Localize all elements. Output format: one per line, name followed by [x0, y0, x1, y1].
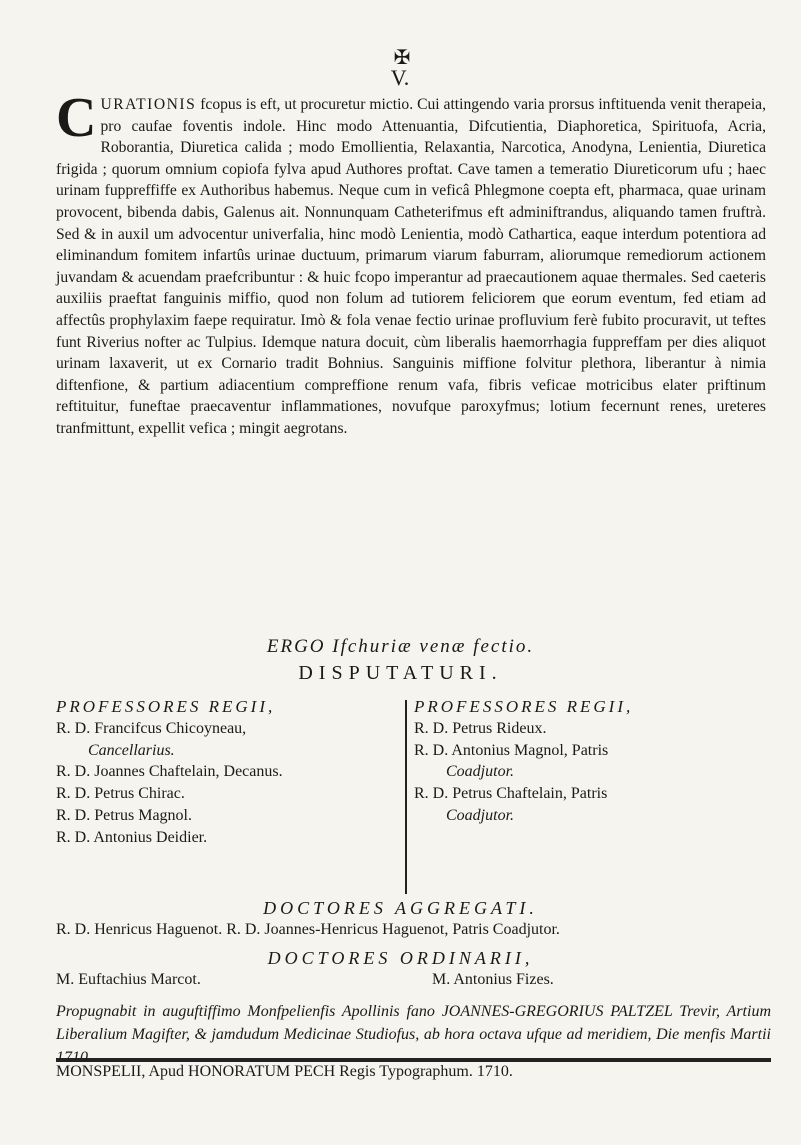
paragraph-text: fcopus is eft, ut procuretur mictio. Cui attingendo varia prorsus inftituenda venit therapeia, pro caufae foventis indole. Hinc modo Attenuantia, Difcutientia, Diaphoretica, Spirituofa, Acria, Roborantia, Diuretica calida ; modo Emollientia, Relaxantia, Narcotica, Anodyna, Lenientia, Diuretica frigida ; quorum omnium copiofa fylva apud Authores proftat. Cave tamen a temeratio Diureticorum ufu ; haec urinam fuppreffiffe ex Authoribus habemus. Neque cum in veficâ Phlegmone coepta eft, pharmaca, quae urinam provocent, bibenda dabis, Galenus ait. Nonnunquam Catheterifmus eft adminiftrandus, aliquando tamen fruftrà. Sed & in auxil um advocentur univerfalia, hinc modò Lenientia, modò Cathartica, eaque interdum potentiora ad eliminandum fomitem infartûs urinae ductuum, primarum viarum faburram, aliorumque remediorum actionem juvandam & acuendam praefcribuntur : & huic fcopo imperantur ad praecautionem aquae thermales. Sed caeteris auxiliis praeftat fanguinis miffio, quod non folum ad tutiorem feliciorem que eorum eventum, fed etiam ad affectûs prophylaxim faepe requiratur. Imò & fola venae fectio urinae profluvium ferè fubito procuravit, ut teftes funt Riverius nofter ac Tulpius. Idemque natura docuit, cùm liberalis haemorrhagia fuppreffam per dies aliquot urinam laxaverit, ut ex Cornario tradit Bohnius. Sanguinis miffione folvitur plethora, liberantur à nimia diftenfione, & partium adiacentium compreffione renum vafa, fibris veficae motricibus elater priftinum reftituitur, funeftae praecaventur inflammationes, novufque paroxyfmus; lotium fecernunt renes, ureteres tranfmittunt, expellit vefica ; mingit aegrotans. [56, 96, 766, 437]
imprint-line: MONSPELII, Apud HONORATUM PECH Regis Typographum. 1710. [56, 1063, 513, 1080]
professor-title: Coadjutor. [446, 763, 515, 781]
ornamental-rule [56, 1058, 771, 1062]
column-divider [405, 700, 407, 894]
professor-line: R. D. Petrus Chirac. [56, 785, 185, 803]
professor-line: R. D. Francifcus Chicoyneau, [56, 719, 247, 737]
professores-left-column [56, 696, 404, 849]
professor-title: Cancellarius. [88, 741, 175, 759]
conclusion-heading: ERGO Ifchuriæ venæ fectio. [266, 636, 535, 657]
professor-line: R. D. Antonius Deidier. [56, 828, 208, 846]
professor-title: Coadjutor. [446, 806, 515, 824]
professores-right-column [414, 696, 770, 827]
drop-capital: C [56, 87, 97, 149]
doctor-ordinarius-left: M. Euftachius Marcot. [56, 971, 201, 988]
professor-line: R. D. Antonius Magnol, Patris [414, 741, 609, 759]
opening-word: URATIONIS [100, 96, 197, 113]
section-number: V. [390, 65, 410, 90]
professores-heading: PROFESSORES REGII, [414, 697, 634, 716]
propugnatio-text: Propugnabit in auguftiffimo Monfpelienfis Apollinis fano JOANNES-GREGORIUS PALTZEL Trevir, Artium Liberalium Magifter, & jamdudum Medicinae Studiofus, ab hora octava ufque ad meridiem, Die menfis Martii [56, 1003, 771, 1043]
doctores-aggregati-line: R. D. Henricus Haguenot. R. D. Joannes-Henricus Haguenot, Patris Coadjutor. [56, 921, 560, 938]
cross-ornament-icon: ✠ [393, 47, 411, 69]
doctores-ordinarii-heading: DOCTORES ORDINARII, [267, 948, 534, 968]
professor-line: R. D. Joannes Chaftelain, Decanus. [56, 763, 283, 781]
professor-line: R. D. Petrus Chaftelain, Patris [414, 785, 608, 803]
disputaturi-heading: DISPUTATURI. [298, 662, 503, 684]
professores-heading: PROFESSORES REGII, [56, 697, 276, 716]
doctor-ordinarius-right: M. Antonius Fizes. [432, 971, 554, 988]
professor-line: R. D. Petrus Magnol. [56, 806, 192, 824]
professor-line: R. D. Petrus Rideux. [414, 719, 547, 737]
doctores-aggregati-heading: DOCTORES AGGREGATI. [263, 898, 538, 918]
curatio-paragraph [56, 87, 766, 440]
